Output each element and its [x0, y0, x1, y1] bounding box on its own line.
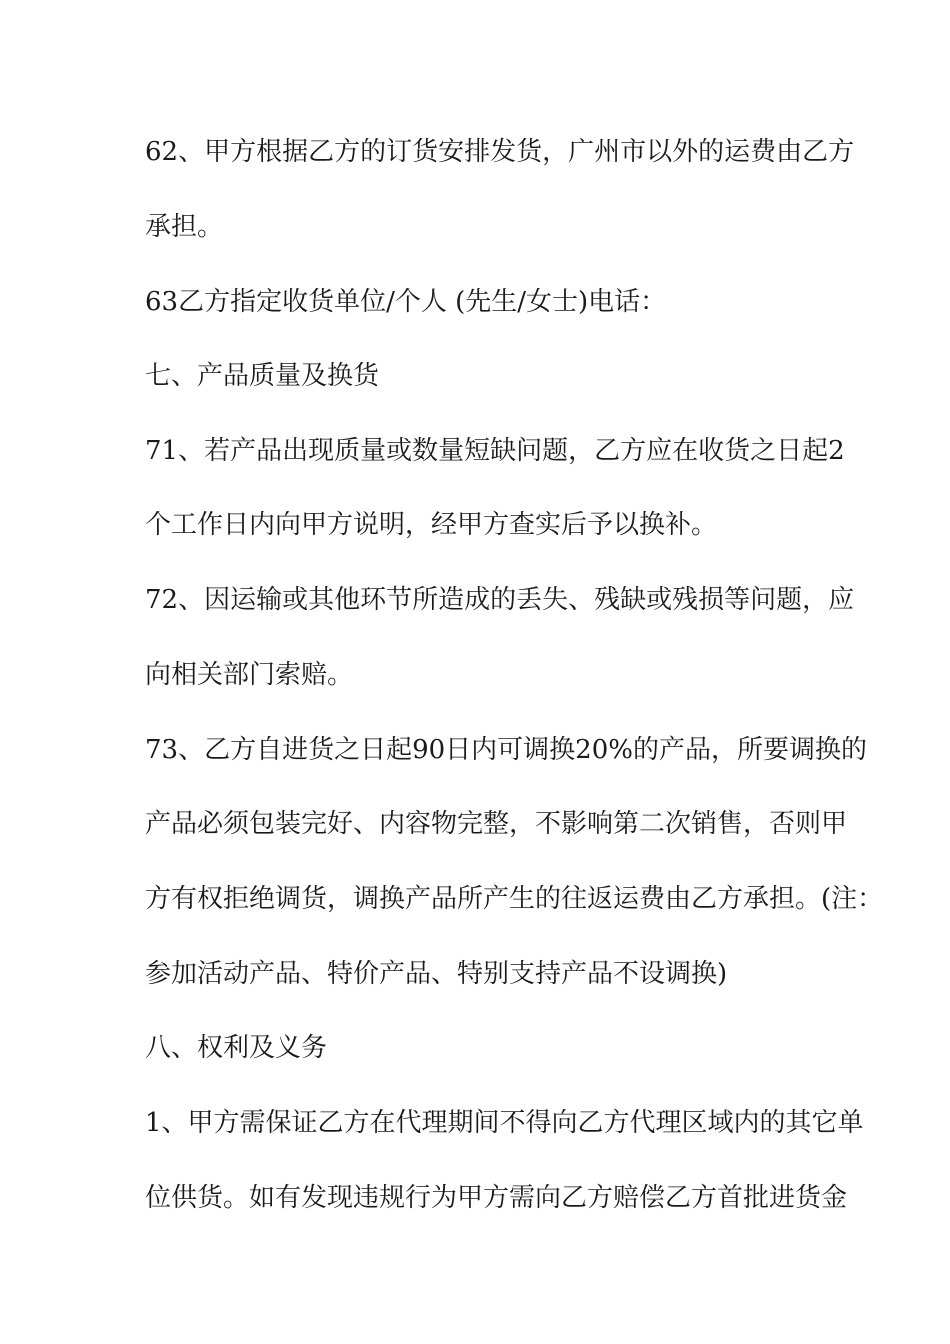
text-line: 产品必须包装完好、内容物完整，不影响第二次销售，否则甲	[145, 809, 848, 839]
text-line: 位供货。如有发现违规行为甲方需向乙方赔偿乙方首批进货金	[145, 1183, 848, 1213]
text-line: 72、因运输或其他环节所造成的丢失、残缺或残损等问题，应	[145, 585, 855, 615]
text-line: 方有权拒绝调货，调换产品所产生的往返运费由乙方承担。(注：	[145, 884, 884, 914]
text-line: 62、甲方根据乙方的订货安排发货，广州市以外的运费由乙方	[145, 137, 855, 167]
text-line: 参加活动产品、特价产品、特别支持产品不设调换)	[145, 959, 728, 989]
text-line: 71、若产品出现质量或数量短缺问题，乙方应在收货之日起2	[145, 436, 845, 466]
section-heading: 八、权利及义务	[145, 1033, 328, 1063]
text-line: 73、乙方自进货之日起90日内可调换20%的产品，所要调换的	[145, 735, 867, 765]
section-heading: 七、产品质量及换货	[145, 361, 380, 391]
text-line: 个工作日内向甲方说明，经甲方查实后予以换补。	[145, 510, 718, 540]
text-line: 1、甲方需保证乙方在代理期间不得向乙方代理区域内的其它单	[145, 1108, 864, 1138]
text-line: 63乙方指定收货单位/个人 (先生/女士)电话：	[145, 287, 667, 317]
text-line: 承担。	[145, 212, 224, 242]
text-line: 向相关部门索赔。	[145, 660, 354, 690]
